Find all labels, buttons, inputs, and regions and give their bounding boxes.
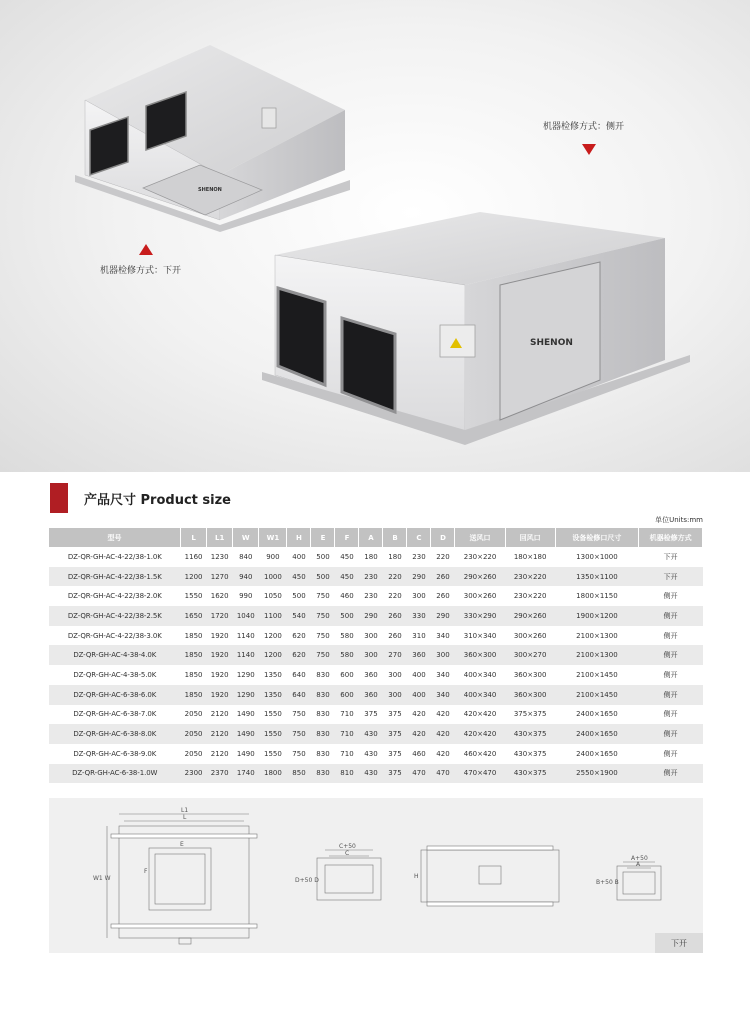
table-header-cell: W	[233, 528, 259, 547]
model-cell: DZ-QR-GH-AC-4-22/38-1.5K	[49, 567, 181, 587]
table-header-cell: 送风口	[455, 528, 505, 547]
table-row	[49, 764, 703, 784]
table-cell: 260	[431, 567, 455, 587]
model-cell: DZ-QR-GH-AC-6-38-8.0K	[49, 724, 181, 744]
callout-bottom-access: 机器检修方式：下开	[100, 266, 182, 276]
section-accent-bar	[50, 483, 68, 513]
table-cell: 300	[431, 645, 455, 665]
table-cell: 1270	[207, 567, 233, 587]
table-cell: 810	[335, 764, 359, 784]
table-cell: 下开	[639, 567, 703, 587]
table-cell: 2100×1450	[576, 670, 618, 679]
dim-a50: A+50	[631, 855, 648, 862]
table-cell: 500	[316, 552, 330, 561]
large-unit-render	[262, 212, 690, 445]
table-cell: 300×270	[505, 645, 555, 665]
table-header-cell: H	[287, 528, 311, 547]
table-cell: 2050	[181, 724, 207, 744]
table-cell: 2100×1450	[555, 685, 639, 705]
table-cell: 420	[431, 724, 455, 744]
table-cell: 580	[335, 645, 359, 665]
dim-c: C	[345, 850, 350, 857]
model-cell: DZ-QR-GH-AC-4-38-4.0K	[49, 645, 181, 665]
table-cell: 230	[359, 567, 383, 587]
dim-h: H	[414, 873, 419, 880]
large-unit-logo: SHENON	[530, 338, 573, 348]
table-cell: 330	[407, 606, 431, 626]
table-cell: 1100	[259, 606, 287, 626]
table-row	[49, 665, 703, 685]
table-cell: 1800×1150	[576, 592, 618, 601]
table-cell: 1350×1100	[555, 567, 639, 587]
table-cell: 1350	[263, 670, 282, 679]
table-header-cell: F	[335, 528, 359, 547]
table-cell: 1850	[181, 685, 207, 705]
table-cell: 290	[431, 606, 455, 626]
table-cell: 290×260	[455, 567, 505, 587]
table-cell: 220	[436, 552, 450, 561]
table-cell: 430	[359, 724, 383, 744]
table-cell: 600	[335, 685, 359, 705]
table-cell: 2120	[207, 724, 233, 744]
table-cell: 830	[316, 710, 330, 719]
table-header-cell: L	[181, 528, 207, 547]
dim-w1w: W1 W	[93, 875, 111, 882]
table-cell: 710	[340, 749, 354, 758]
table-cell: 1140	[233, 645, 259, 665]
table-cell: 260	[388, 631, 402, 640]
table-cell: 1920	[207, 645, 233, 665]
table-cell: 750	[287, 724, 311, 744]
table-cell: 侧开	[639, 724, 703, 744]
table-cell: 580	[340, 631, 354, 640]
section-header	[50, 483, 231, 513]
table-cell: 750	[311, 645, 335, 665]
table-cell: 450	[340, 552, 354, 561]
table-cell: 270	[383, 645, 407, 665]
table-header-cell: C	[407, 528, 431, 547]
table-cell: 360×300	[513, 670, 547, 679]
table-cell: 540	[287, 606, 311, 626]
table-header-row	[49, 528, 703, 547]
table-cell: 640	[287, 685, 311, 705]
table-cell: 375	[383, 764, 407, 784]
drawing-access-label: 下开	[655, 933, 703, 953]
table-cell: 460	[340, 592, 354, 601]
dim-l1: L1	[181, 807, 189, 814]
table-cell: 2370	[207, 764, 233, 784]
table-cell: 990	[239, 592, 253, 601]
table-cell: 400×340	[463, 670, 497, 679]
table-cell: 830	[311, 724, 335, 744]
table-cell: 360×300	[455, 645, 505, 665]
dim-l: L	[183, 814, 187, 821]
table-cell: 300	[383, 685, 407, 705]
table-cell: 230	[364, 592, 378, 601]
arrow-up-icon	[139, 244, 153, 255]
table-body	[49, 547, 703, 783]
table-cell: 290	[359, 606, 383, 626]
table-row	[49, 705, 703, 725]
table-cell: 下开	[663, 552, 678, 561]
table-cell: 侧开	[663, 592, 678, 601]
table-row	[49, 547, 703, 567]
dim-b50b: B+50 B	[596, 879, 619, 886]
table-cell: 430×375	[505, 764, 555, 784]
table-cell: 420	[412, 710, 426, 719]
table-cell: 710	[340, 710, 354, 719]
dim-e: E	[180, 841, 184, 848]
section-title: 产品尺寸 Product size	[84, 492, 231, 508]
table-cell: 1000	[259, 567, 287, 587]
table-cell: 2400×1650	[576, 749, 618, 758]
table-cell: 2400×1650	[555, 724, 639, 744]
table-cell: 375	[388, 749, 402, 758]
table-cell: 620	[292, 631, 306, 640]
table-cell: 300	[412, 592, 426, 601]
table-cell: 310	[412, 631, 426, 640]
table-cell: 830	[316, 749, 330, 758]
table-cell: 220	[388, 592, 402, 601]
table-cell: 2300	[181, 764, 207, 784]
table-row	[49, 606, 703, 626]
table-cell: 1290	[233, 685, 259, 705]
table-cell: 260	[383, 606, 407, 626]
table-cell: 1850	[181, 645, 207, 665]
table-cell: 600	[340, 670, 354, 679]
table-row	[49, 685, 703, 705]
table-cell: 430	[364, 749, 378, 758]
table-cell: 900	[266, 552, 280, 561]
table-cell: 1720	[207, 606, 233, 626]
table-cell: 420	[407, 724, 431, 744]
table-cell: 1800	[259, 764, 287, 784]
table-row	[49, 724, 703, 744]
table-cell: 470	[431, 764, 455, 784]
table-cell: 430×375	[505, 724, 555, 744]
table-cell: 1900×1200	[555, 606, 639, 626]
table-cell: 330×290	[455, 606, 505, 626]
table-cell: 450	[287, 567, 311, 587]
table-row	[49, 586, 703, 606]
table-cell: 侧开	[639, 645, 703, 665]
table-cell: 1550	[184, 592, 203, 601]
table-cell: 340	[431, 685, 455, 705]
table-header-cell: L1	[207, 528, 233, 547]
table-header-cell: W1	[259, 528, 287, 547]
table-cell: 侧开	[663, 710, 678, 719]
table-cell: 2120	[210, 710, 229, 719]
table-cell: 640	[292, 670, 306, 679]
table-cell: 400	[407, 685, 431, 705]
table-row	[49, 626, 703, 646]
table-cell: 300×260	[463, 592, 497, 601]
table-cell: 750	[316, 631, 330, 640]
table-cell: 300	[359, 645, 383, 665]
table-cell: 侧开	[639, 606, 703, 626]
table-cell: 340	[436, 670, 450, 679]
table-row	[49, 567, 703, 587]
table-cell: 1490	[233, 724, 259, 744]
table-cell: 1550	[263, 749, 282, 758]
table-cell: 750	[316, 592, 330, 601]
table-cell: 300×260	[513, 631, 547, 640]
units-note: 单位Units:mm	[655, 516, 703, 524]
table-cell: 430×375	[513, 749, 547, 758]
table-cell: 2050	[184, 710, 203, 719]
table-cell: 2400×1650	[576, 710, 618, 719]
table-header-cell: E	[311, 528, 335, 547]
table-cell: 180	[364, 552, 378, 561]
table-header-cell: D	[431, 528, 455, 547]
table-cell: 侧开	[663, 631, 678, 640]
table-cell: 430	[359, 764, 383, 784]
model-cell: DZ-QR-GH-AC-4-22/38-2.5K	[49, 606, 181, 626]
table-cell: 750	[292, 749, 306, 758]
dim-c50: C+50	[339, 843, 356, 850]
table-cell: 400×340	[455, 685, 505, 705]
dimension-drawing-svg	[49, 798, 703, 953]
table-header-cell: 设备检修口尺寸	[555, 528, 639, 547]
table-header-cell: B	[383, 528, 407, 547]
table-cell: 450	[335, 567, 359, 587]
table-cell: 420	[436, 749, 450, 758]
table-cell: 1920	[207, 685, 233, 705]
table-cell: 940	[233, 567, 259, 587]
table-cell: 2120	[210, 749, 229, 758]
table-cell: 1140	[236, 631, 255, 640]
table-cell: 500	[311, 567, 335, 587]
table-cell: 230×220	[513, 592, 547, 601]
table-cell: 1160	[184, 552, 203, 561]
table-cell: 2550×1900	[555, 764, 639, 784]
table-cell: 470	[407, 764, 431, 784]
table-cell: 1050	[263, 592, 282, 601]
table-cell: 830	[316, 670, 330, 679]
table-cell: 420×420	[455, 724, 505, 744]
table-cell: 375×375	[513, 710, 547, 719]
table-cell: 1920	[210, 631, 229, 640]
table-cell: 侧开	[639, 685, 703, 705]
callout-side-access: 机器检修方式：侧开	[543, 122, 625, 132]
table-cell: 400	[412, 670, 426, 679]
table-cell: 830	[311, 685, 335, 705]
table-cell: 1200	[181, 567, 207, 587]
table-cell: 1550	[259, 724, 287, 744]
table-cell: 1200	[263, 631, 282, 640]
dim-a: A	[636, 861, 641, 868]
table-header-cell: 机器检修方式	[639, 528, 703, 547]
table-cell: 375	[364, 710, 378, 719]
table-cell: 360	[359, 685, 383, 705]
table-cell: 2100×1300	[576, 631, 618, 640]
table-cell: 460×420	[463, 749, 497, 758]
table-cell: 310×340	[463, 631, 497, 640]
table-cell: 1850	[184, 631, 203, 640]
table-cell: 1350	[259, 685, 287, 705]
table-cell: 180	[388, 552, 402, 561]
table-header-cell: A	[359, 528, 383, 547]
hero-product-image	[0, 0, 750, 472]
small-unit-render	[75, 45, 350, 232]
table-cell: 2100×1300	[555, 645, 639, 665]
product-render-illustration	[0, 0, 750, 472]
table-cell: 300	[364, 631, 378, 640]
table-cell: 360	[407, 645, 431, 665]
dim-d50d: D+50 D	[295, 877, 319, 884]
table-cell: 290	[407, 567, 431, 587]
table-cell: 1040	[233, 606, 259, 626]
table-cell: 1620	[210, 592, 229, 601]
table-header-cell: 回风口	[505, 528, 555, 547]
table-cell: 340	[436, 631, 450, 640]
table-cell: 710	[335, 724, 359, 744]
table-cell: 1230	[210, 552, 229, 561]
table-cell: 230×220	[463, 552, 497, 561]
table-header-cell: 型号	[49, 528, 181, 547]
table-cell: 1300×1000	[576, 552, 618, 561]
small-unit-logo: SHENON	[198, 187, 222, 193]
table-cell: 1740	[233, 764, 259, 784]
table-cell: 620	[287, 645, 311, 665]
table-cell: 360×300	[505, 685, 555, 705]
table-cell: 420×420	[463, 710, 497, 719]
table-cell: 300	[388, 670, 402, 679]
dimension-drawing	[49, 798, 703, 953]
model-cell: DZ-QR-GH-AC-4-22/38-1.0K	[67, 552, 162, 561]
table-cell: 1200	[259, 645, 287, 665]
table-cell: 850	[287, 764, 311, 784]
table-row	[49, 744, 703, 764]
table-cell: 500	[292, 592, 306, 601]
table-cell: 375	[383, 724, 407, 744]
table-cell: 侧开	[639, 764, 703, 784]
table-cell: 1850	[184, 670, 203, 679]
dim-f: F	[144, 868, 148, 875]
table-cell: 侧开	[663, 749, 678, 758]
table-cell: 375	[388, 710, 402, 719]
table-cell: 侧开	[663, 670, 678, 679]
model-cell: DZ-QR-GH-AC-4-22/38-3.0K	[67, 631, 162, 640]
model-cell: DZ-QR-GH-AC-6-38-6.0K	[49, 685, 181, 705]
table-cell: 840	[239, 552, 253, 561]
table-cell: 230	[412, 552, 426, 561]
table-row	[49, 645, 703, 665]
table-cell: 750	[292, 710, 306, 719]
model-cell: DZ-QR-GH-AC-6-38-7.0K	[73, 710, 157, 719]
table-cell: 500	[335, 606, 359, 626]
table-cell: 400	[292, 552, 306, 561]
table-cell: 1290	[236, 670, 255, 679]
table-cell: 180×180	[513, 552, 547, 561]
table-cell: 220	[383, 567, 407, 587]
table-cell: 1490	[236, 749, 255, 758]
table-cell: 230×220	[505, 567, 555, 587]
table-cell: 470×470	[455, 764, 505, 784]
table-cell: 1920	[210, 670, 229, 679]
product-size-table	[49, 528, 703, 783]
table-cell: 360	[364, 670, 378, 679]
model-cell: DZ-QR-GH-AC-6-38-9.0K	[73, 749, 157, 758]
table-cell: 290×260	[505, 606, 555, 626]
table-cell: 420	[436, 710, 450, 719]
table-cell: 260	[436, 592, 450, 601]
table-cell: 1650	[181, 606, 207, 626]
table-cell: 1550	[263, 710, 282, 719]
model-cell: DZ-QR-GH-AC-6-38-1.0W	[49, 764, 181, 784]
model-cell: DZ-QR-GH-AC-4-22/38-2.0K	[67, 592, 162, 601]
table-cell: 460	[412, 749, 426, 758]
table-cell: 750	[311, 606, 335, 626]
arrow-down-icon	[582, 144, 596, 155]
model-cell: DZ-QR-GH-AC-4-38-5.0K	[73, 670, 157, 679]
table-cell: 830	[311, 764, 335, 784]
table-cell: 2050	[184, 749, 203, 758]
table-cell: 1490	[236, 710, 255, 719]
